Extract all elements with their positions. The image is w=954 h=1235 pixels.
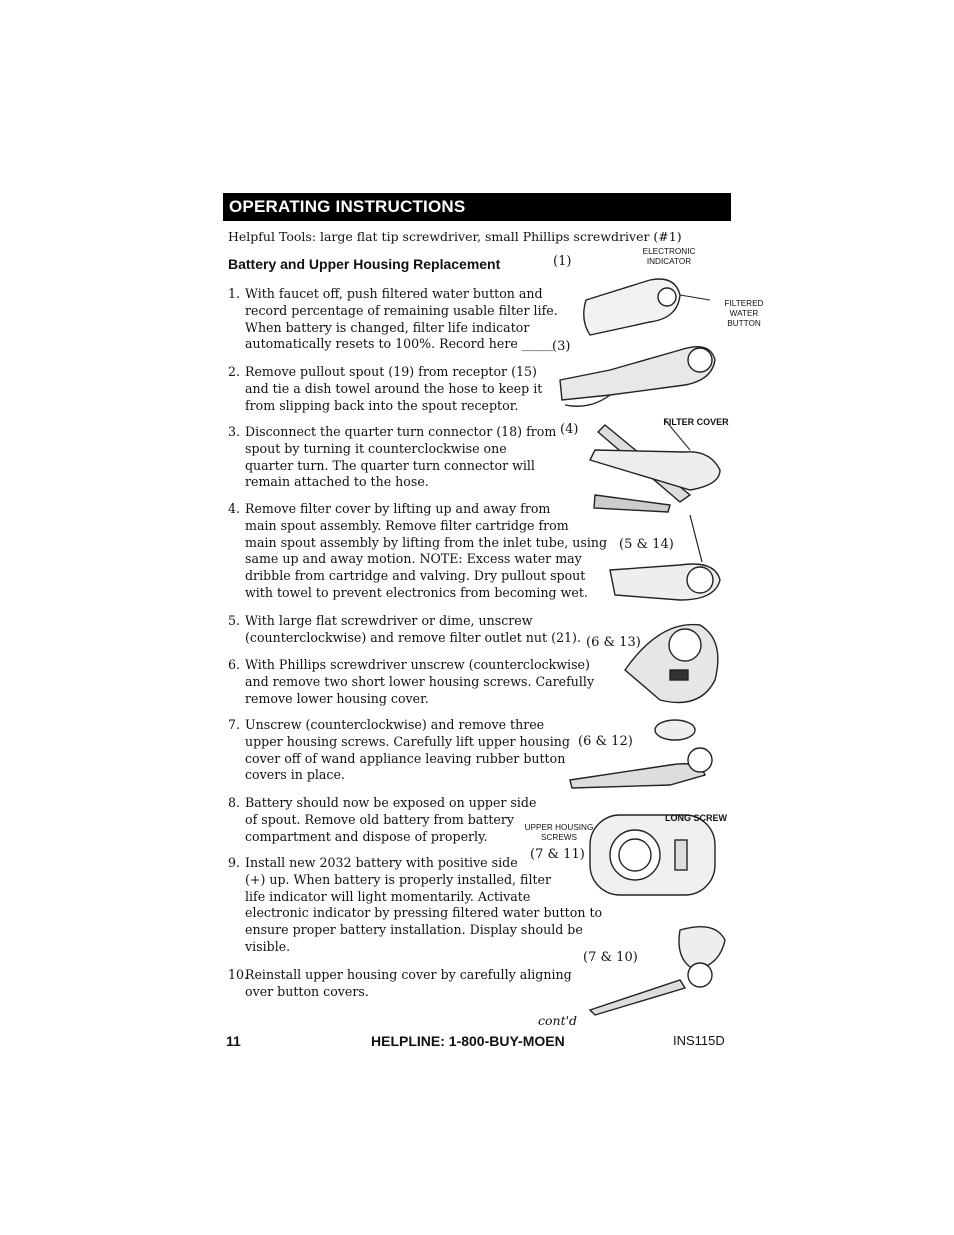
step-number: 6. xyxy=(228,657,241,672)
spout-illustration-3 xyxy=(560,347,715,407)
step-number: 10. xyxy=(228,967,249,982)
step-line: electronic indicator by pressing filtered water button to xyxy=(245,905,603,921)
figure-label-1: (1) xyxy=(553,254,572,269)
figure-label-4: (4) xyxy=(560,422,579,437)
step-line: Battery should now be exposed on upper side xyxy=(245,795,537,810)
step-2 xyxy=(228,364,542,414)
helpful-tools: Helpful Tools: large flat tip screwdriver, small Phillips screwdriver (#1) xyxy=(228,229,682,244)
step-line: same up and away motion. NOTE: Excess water may xyxy=(245,551,582,567)
spout-illustration-5 xyxy=(610,515,720,600)
subheading: Battery and Upper Housing Replacement xyxy=(228,256,501,272)
step-line: and tie a dish towel around the hose to keep it xyxy=(245,380,543,396)
step-line: over button covers. xyxy=(245,983,369,999)
step-10 xyxy=(228,967,572,1001)
spout-illustration-6b xyxy=(570,720,712,788)
step-line: main spout assembly. Remove filter cartridge from xyxy=(245,517,569,533)
step-line: Remove pullout spout (19) from receptor (15) xyxy=(245,364,537,379)
step-line: automatically resets to 100%. Record here _____ xyxy=(245,336,554,352)
step-number: 2. xyxy=(228,364,241,379)
step-line: Reinstall upper housing cover by carefully aligning xyxy=(245,967,572,982)
step-line: and remove two short lower housing screws. Carefully xyxy=(245,673,595,689)
step-line: With large flat screwdriver or dime, unscrew xyxy=(245,613,533,628)
callout-filtered-water-button: FILTERED WATER BUTTON xyxy=(724,299,764,328)
step-6 xyxy=(228,657,594,707)
step-line: with towel to prevent electronics from becoming wet. xyxy=(245,584,588,600)
section-title: OPERATING INSTRUCTIONS xyxy=(229,197,466,216)
spout-illustration-4 xyxy=(590,420,720,512)
faucet-illustrations xyxy=(550,240,735,1020)
section-banner xyxy=(223,193,731,221)
step-line: from slipping back into the spout receptor. xyxy=(245,397,519,413)
document-id: INS115D xyxy=(673,1033,725,1048)
step-number: 8. xyxy=(228,795,241,810)
step-line: When battery is changed, filter life indicator xyxy=(245,319,530,335)
step-number: 4. xyxy=(228,501,241,516)
step-line: covers in place. xyxy=(245,767,345,783)
step-line: compartment and dispose of properly. xyxy=(245,828,488,844)
step-line: With faucet off, push filtered water button and xyxy=(245,286,543,301)
step-number: 1. xyxy=(228,286,241,301)
step-number: 3. xyxy=(228,424,241,439)
callout-long-screw: LONG SCREW xyxy=(665,813,727,823)
step-line: spout by turning it counterclockwise one xyxy=(245,440,507,456)
step-7 xyxy=(228,717,570,784)
spout-illustration-1 xyxy=(584,279,710,335)
step-1 xyxy=(228,286,558,353)
step-line: (+) up. When battery is properly installed, filter xyxy=(245,871,552,887)
step-3 xyxy=(228,424,556,491)
figure-label-7a: (7 & 11) xyxy=(530,847,585,862)
step-line: record percentage of remaining usable filter life. xyxy=(245,302,558,318)
step-line: remain attached to the hose. xyxy=(245,474,429,490)
step-8 xyxy=(228,795,536,845)
figure-label-6b: (6 & 12) xyxy=(578,734,633,749)
step-9 xyxy=(228,855,602,956)
step-number: 5. xyxy=(228,613,241,628)
figure-label-5: (5 & 14) xyxy=(619,537,674,552)
step-line: remove lower housing cover. xyxy=(245,690,429,706)
page-number: 11 xyxy=(226,1033,241,1049)
step-line: Unscrew (counterclockwise) and remove three xyxy=(245,717,545,732)
step-line: of spout. Remove old battery from battery xyxy=(245,811,515,827)
callout-upper-housing-screws: UPPER HOUSING SCREWS xyxy=(524,823,594,842)
figure-label-6a: (6 & 13) xyxy=(586,635,641,650)
step-line: cover off of wand appliance leaving rubber button xyxy=(245,750,566,766)
step-line: With Phillips screwdriver unscrew (counterclockwise) xyxy=(245,657,590,672)
step-line: Install new 2032 battery with positive side xyxy=(245,855,518,870)
spout-illustration-7b xyxy=(590,927,725,1015)
figure-label-7b: (7 & 10) xyxy=(583,950,638,965)
step-line: dribble from cartridge and valving. Dry pullout spout xyxy=(245,568,586,584)
step-line: quarter turn. The quarter turn connector will xyxy=(245,457,535,473)
step-number: 7. xyxy=(228,717,241,732)
callout-electronic-indicator: ELECTRONIC INDICATOR xyxy=(642,247,696,266)
figure-label-3: (3) xyxy=(552,339,571,354)
step-line: ensure proper battery installation. Display should be xyxy=(245,922,583,938)
step-line: main spout assembly by lifting from the inlet tube, using xyxy=(245,534,608,550)
callout-filter-cover: FILTER COVER xyxy=(663,417,729,427)
step-number: 9. xyxy=(228,855,241,870)
step-5 xyxy=(228,613,581,647)
step-line: Remove filter cover by lifting up and away from xyxy=(245,501,551,516)
continued-label: cont'd xyxy=(538,1013,578,1028)
spout-illustration-7a xyxy=(590,815,715,895)
step-line: visible. xyxy=(245,938,291,954)
helpline: HELPLINE: 1-800-BUY-MOEN xyxy=(371,1033,565,1049)
step-line: (counterclockwise) and remove filter outlet nut (21). xyxy=(245,629,581,645)
step-line: Disconnect the quarter turn connector (18) from xyxy=(245,424,557,439)
step-line: upper housing screws. Carefully lift upper housing xyxy=(245,733,570,749)
step-line: life indicator will light momentarily. Activate xyxy=(245,888,531,904)
